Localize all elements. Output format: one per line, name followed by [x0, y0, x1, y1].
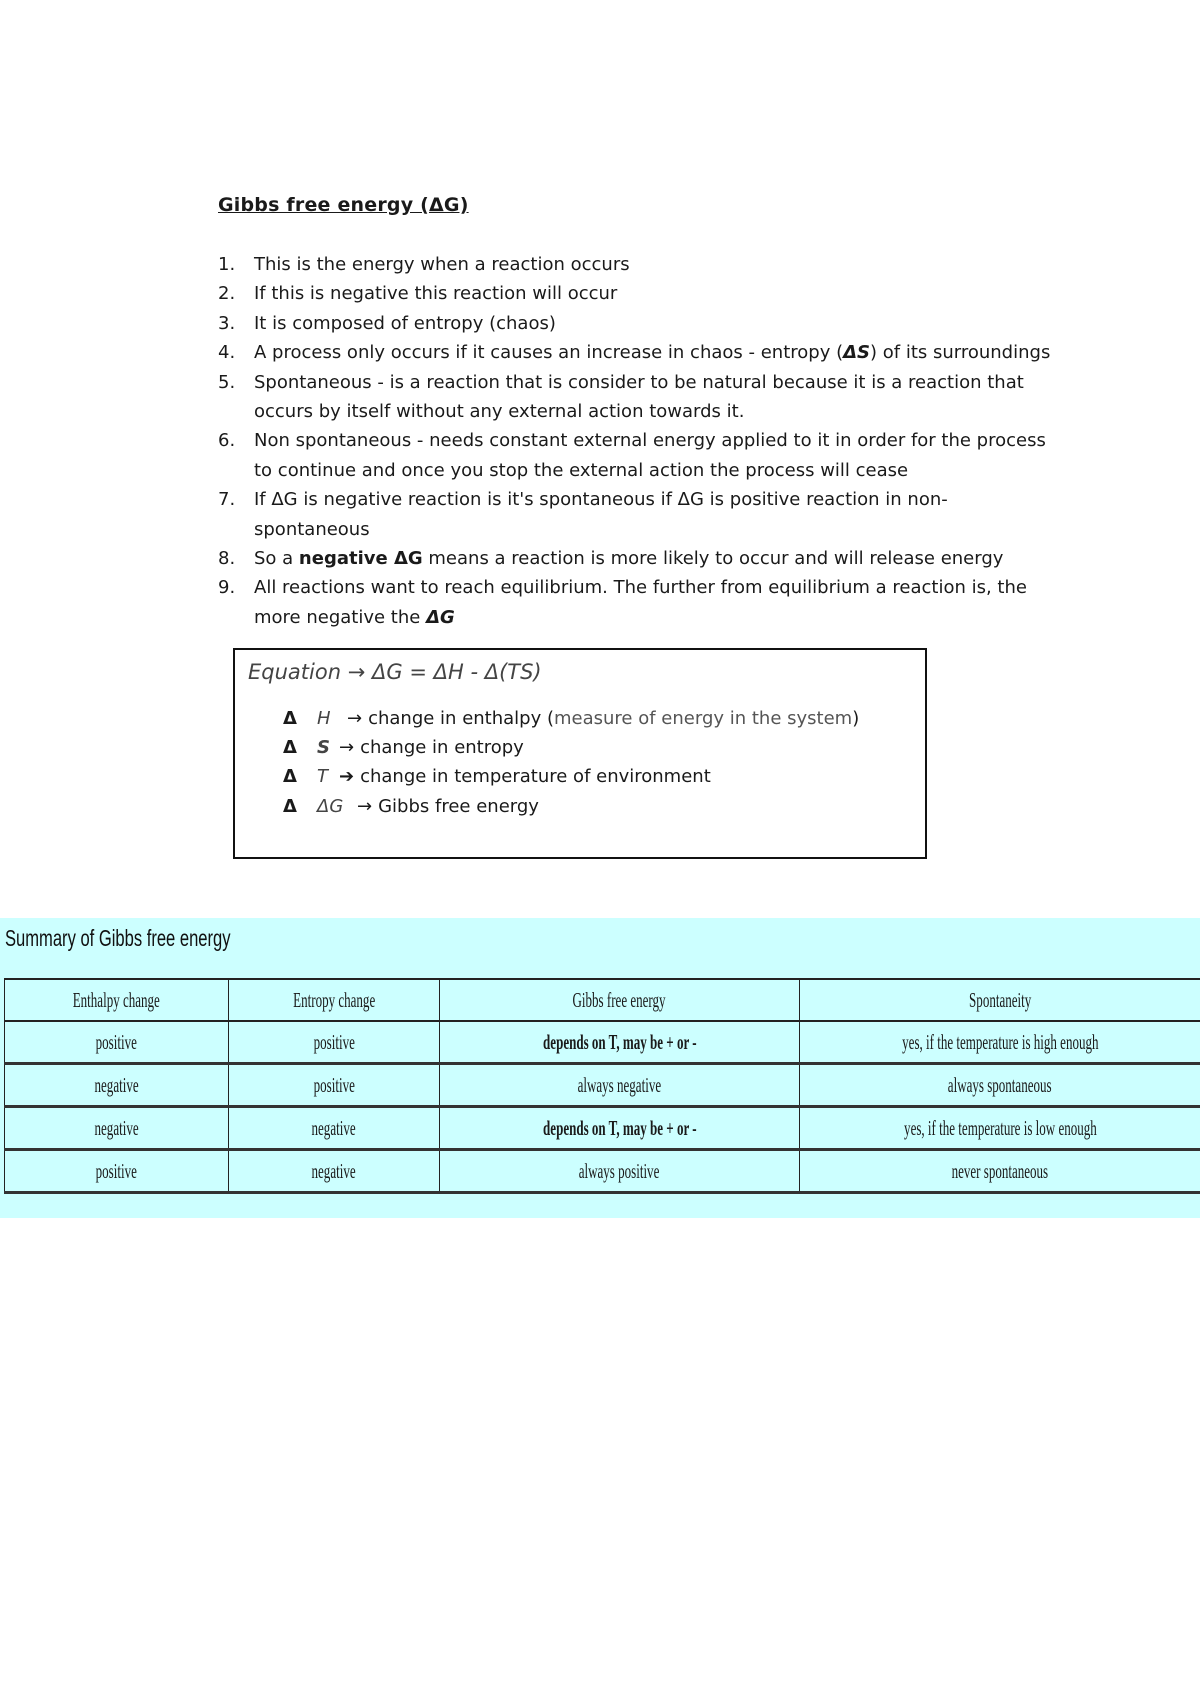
definition-symbol: T [317, 766, 328, 787]
list-item [218, 250, 1058, 279]
list-number: 2. [218, 283, 236, 305]
definition-text: change in temperature of environment [360, 766, 711, 787]
list-number: 8. [218, 548, 236, 570]
list-item [218, 309, 1058, 338]
table-cell: yes, if the temperature is high enough [800, 1021, 1200, 1064]
list-text: Spontaneous - is a reaction that is consider to be natural because it is a reaction that occurs by itself without any external action towards it. [254, 371, 1024, 423]
definition-enthalpy [283, 708, 859, 729]
definition-text: change in entropy [360, 737, 524, 758]
list-item [218, 485, 1058, 544]
list-number: 3. [218, 312, 236, 334]
definition-gibbs [283, 796, 539, 817]
list-number: 9. [218, 577, 236, 599]
point-list [218, 250, 1058, 632]
definition-note: measure of energy in the system [554, 708, 853, 729]
list-item [218, 573, 1058, 632]
definition-temperature [283, 766, 711, 787]
header-gibbs: Gibbs free energy [440, 979, 800, 1021]
header-spontaneity: Spontaneity [800, 979, 1200, 1021]
list-text: If ΔG is negative reaction is it's spontaneous if ΔG is positive reaction in non-spontaneous [254, 489, 948, 540]
header-entropy: Entropy change [229, 979, 440, 1021]
text-segment: All reactions want to reach equilibrium. The further from equilibrium a reaction is, the more negative the [254, 577, 1027, 628]
definition-symbol: H [317, 708, 331, 729]
table-row [5, 1107, 1200, 1150]
list-item [218, 338, 1058, 367]
list-text [254, 544, 1058, 573]
formula-lhs: ΔG [372, 660, 403, 684]
list-text [254, 573, 1058, 632]
table-cell: negative [5, 1064, 229, 1107]
list-text: If this is negative this reaction will occur [254, 283, 618, 305]
arrow-icon: → [339, 737, 355, 758]
table-cell: yes, if the temperature is low enough [800, 1107, 1200, 1150]
list-text: It is composed of entropy (chaos) [254, 312, 556, 334]
table-cell: negative [5, 1107, 229, 1150]
equation-line [248, 660, 542, 684]
table-cell: negative [229, 1107, 440, 1150]
table-cell: always spontaneous [800, 1064, 1200, 1107]
arrow-icon: → [357, 796, 373, 817]
table-row [5, 1150, 1200, 1193]
delta-s-term: ΔS [843, 342, 870, 364]
formula-rhs: ΔH - Δ(TS) [433, 660, 542, 684]
list-number: 5. [218, 371, 236, 393]
text-segment: A process only occurs if it causes an increase in chaos - entropy ( [254, 342, 844, 364]
table-cell: always negative [440, 1064, 800, 1107]
table-cell: positive [229, 1021, 440, 1064]
summary-panel [0, 918, 1200, 1218]
list-number: 1. [218, 254, 236, 275]
list-number: 4. [218, 342, 236, 364]
list-item [218, 368, 1058, 427]
list-number: 6. [218, 430, 236, 452]
definition-close: ) [852, 708, 860, 729]
text-segment: means a reaction is more likely to occur and will release energy [422, 548, 1004, 570]
summary-table [4, 978, 1200, 1194]
list-item [218, 279, 1058, 308]
list-text [254, 338, 1058, 367]
summary-title: Summary of Gibbs free energy [5, 925, 231, 951]
table-row [5, 1021, 1200, 1064]
table-cell: positive [5, 1150, 229, 1193]
list-text: Non spontaneous - needs constant external energy applied to it in order for the process to continue and once you stop the external action the process will cease [254, 430, 1046, 481]
definition-symbol: S [317, 737, 330, 758]
table-header-row [5, 979, 1200, 1021]
list-item [218, 544, 1058, 573]
formula-equals: = [409, 660, 427, 684]
table-cell: negative [229, 1150, 440, 1193]
table-row [5, 1064, 1200, 1107]
table-cell: depends on T, may be + or - [440, 1107, 800, 1150]
negative-delta-g-term: negative ΔG [298, 548, 423, 570]
definition-symbol: ΔG [317, 796, 344, 817]
arrow-icon: → [347, 660, 366, 684]
delta-bullet-icon: Δ [283, 796, 297, 817]
list-item [218, 426, 1058, 485]
arrow-icon: ➔ [339, 766, 355, 787]
delta-bullet-icon: Δ [283, 766, 297, 787]
delta-g-term: ΔG [426, 606, 455, 628]
text-segment: ) of its surroundings [870, 342, 1051, 364]
equation-label: Equation [248, 660, 342, 684]
table-cell: positive [5, 1021, 229, 1064]
list-number: 7. [218, 489, 236, 511]
table-cell: positive [229, 1064, 440, 1107]
table-cell: depends on T, may be + or - [440, 1021, 800, 1064]
equation-box [233, 648, 927, 859]
delta-bullet-icon: Δ [283, 708, 297, 729]
arrow-icon: → [347, 708, 363, 729]
header-enthalpy: Enthalpy change [5, 979, 229, 1021]
definition-text: Gibbs free energy [378, 796, 539, 817]
definition-text: change in enthalpy ( [368, 708, 554, 729]
table-cell: never spontaneous [800, 1150, 1200, 1193]
document-title: Gibbs free energy (ΔG) [218, 194, 469, 216]
list-text: This is the energy when a reaction occurs [254, 254, 630, 275]
text-segment: So a [254, 548, 299, 570]
definition-entropy [283, 737, 524, 758]
table-cell: always positive [440, 1150, 800, 1193]
delta-bullet-icon: Δ [283, 737, 297, 758]
